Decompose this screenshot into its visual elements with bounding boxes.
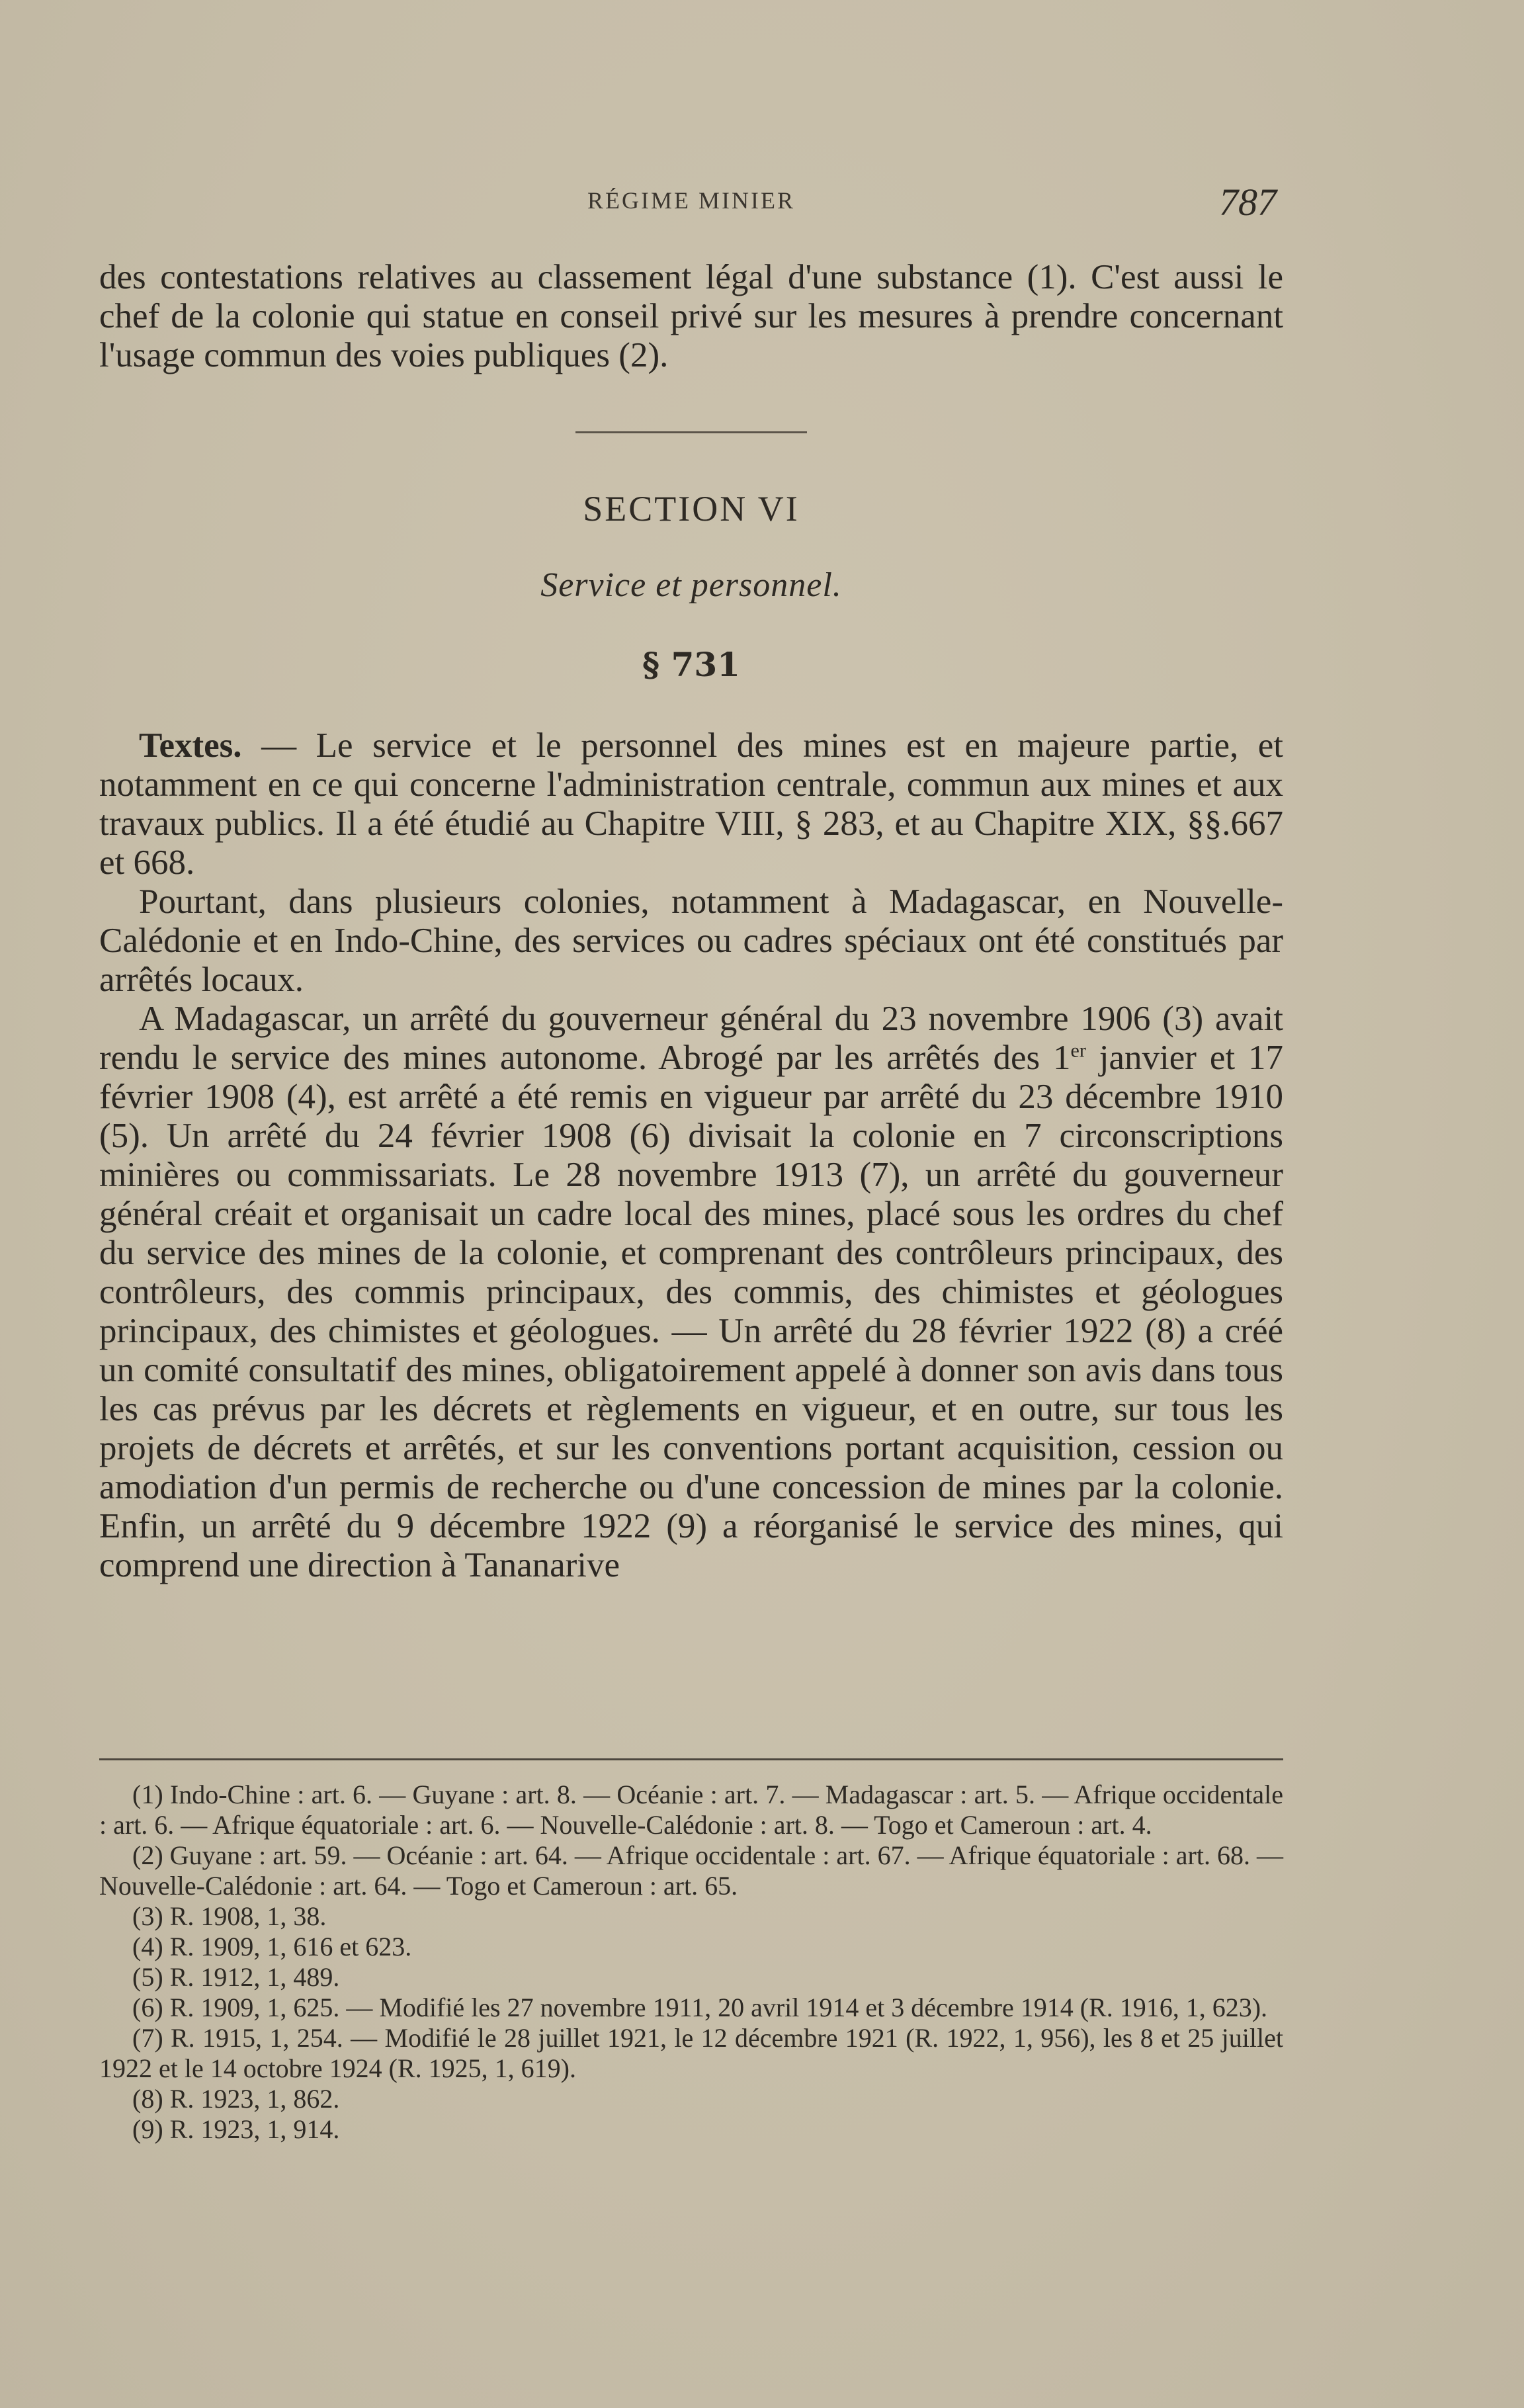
- footnote: (8) R. 1923, 1, 862.: [132, 2084, 340, 2114]
- textes-text: — Le service et le personnel des mines est en majeure partie, et notamment en ce qui concerne l'administration centrale, commun aux mines et aux travaux publics. Il a été étudié au Chapitre VIII, § 283, et au Chapitre XIX, §§.667 et 668.: [99, 726, 1283, 882]
- ordinal-superscript: er: [1070, 1039, 1086, 1062]
- footnote: (9) R. 1923, 1, 914.: [132, 2114, 340, 2144]
- madagascar-text-part1: A Madagascar, un arrêté du gouverneur général du 23 novembre 1906 (3) avait rendu le service des mines autonome. Abrogé par les arrêtés des 1: [99, 1000, 1283, 1077]
- footnote: (1) Indo-Chine : art. 6. — Guyane : art. 8. — Océanie : art. 7. — Madagascar : art. 5. — Afrique occidentale : art. 6. — Afrique équatoriale : art. 6. — Nouvelle-Calédonie : art. 8. — Togo et Cameroun : art. 4.: [99, 1780, 1283, 1840]
- section-divider: [575, 431, 807, 433]
- textes-paragraph: [99, 726, 1283, 882]
- footnote: (6) R. 1909, 1, 625. — Modifié les 27 novembre 1911, 20 avril 1914 et 3 décembre 1914 (R. 1916, 1, 623).: [132, 1993, 1268, 2022]
- main-body: [99, 726, 1283, 1585]
- running-title: RÉGIME MINIER: [587, 187, 795, 214]
- section-title: SECTION VI: [583, 489, 800, 529]
- pourtant-paragraph: Pourtant, dans plusieurs colonies, notamment à Madagascar, en Nouvelle-Calédonie et en Indo-Chine, des services ou cadres spéciaux ont été constitués par arrêtés locaux.: [99, 882, 1283, 999]
- footnote: (7) R. 1915, 1, 254. — Modifié le 28 juillet 1921, le 12 décembre 1921 (R. 1922, 1, 956), les 8 et 25 juillet 1922 et le 14 octobre 1924 (R. 1925, 1, 619).: [99, 2023, 1283, 2083]
- footnote: (3) R. 1908, 1, 38.: [132, 1901, 327, 1931]
- intro-paragraph: [99, 258, 1283, 375]
- paragraph-number: § 731: [642, 645, 740, 684]
- footnote: (2) Guyane : art. 59. — Océanie : art. 64. — Afrique occidentale : art. 67. — Afrique équatoriale : art. 68. — Nouvelle-Calédonie : art. 64. — Togo et Cameroun : art. 65.: [99, 1840, 1283, 1901]
- running-head: [99, 180, 1283, 226]
- footnotes: [99, 1780, 1283, 2145]
- section-subtitle: Service et personnel.: [540, 566, 842, 604]
- page-number: 787: [1219, 181, 1277, 224]
- intro-paragraph-text: des contestations relatives au classement légal d'une substance (1). C'est aussi le chef de la colonie qui statue en conseil privé sur les mesures à prendre concernant l'usage commun des voies publiques (2).: [99, 258, 1283, 374]
- footnote: (5) R. 1912, 1, 489.: [132, 1962, 340, 1992]
- footnote: (4) R. 1909, 1, 616 et 623.: [132, 1932, 412, 1961]
- madagascar-paragraph: [99, 1000, 1283, 1585]
- footnote-separator: [99, 1758, 1283, 1760]
- textes-lead-in: Textes.: [139, 726, 242, 765]
- book-page: [99, 0, 1283, 2408]
- madagascar-text-part2: janvier et 17 février 1908 (4), est arrêté a été remis en vigueur par arrêté du 23 décembre 1910 (5). Un arrêté du 24 février 1908 (6) divisait la colonie en 7 circonscriptions minières ou commissariats. Le 28 novembre 1913 (7), un arrêté du gouverneur général créait et organisait un cadre local des mines, placé sous les ordres du chef du service des mines de la colonie, et comprenant des contrôleurs principaux, des contrôleurs, des commis principaux, des commis, des chimistes et géologues principaux, des chimistes et géologues. — Un arrêté du 28 février 1922 (8) a créé un comité consultatif des mines, obligatoirement appelé à donner son avis dans tous les cas prévus par les décrets et règlements en vigueur, et en outre, sur tous les projets de décrets et arrêtés, et sur les conventions portant acquisition, cession ou amodiation d'un permis de recherche ou d'une concession de mines par la colonie. Enfin, un arrêté du 9 décembre 1922 (9) a réorganisé le service des mines, qui comprend une direction à Tananarive: [99, 1039, 1283, 1584]
